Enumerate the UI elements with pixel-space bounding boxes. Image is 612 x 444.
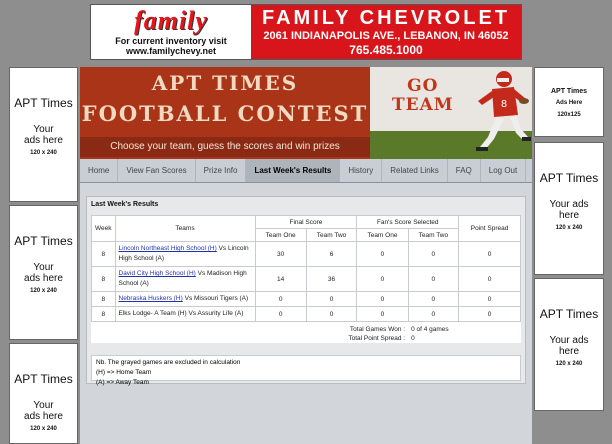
cell-week: 8: [92, 307, 116, 322]
dealer-address: 2061 INDIANAPOLIS AVE., LEBANON, IN 46052: [263, 30, 509, 42]
cell-final-two: 0: [306, 307, 357, 322]
cell-fan-two: 0: [408, 267, 459, 292]
col-fan-team-two: Team Two: [408, 229, 459, 242]
header-title-block: [80, 67, 370, 159]
cell-teams: [115, 292, 255, 307]
table-row: [92, 292, 521, 307]
total-games-label: Total Games Won :: [349, 326, 406, 333]
banner-right: [251, 5, 521, 59]
cell-fan-two: 0: [408, 307, 459, 322]
col-fan-team-one: Team One: [357, 229, 408, 242]
note-line: (H) => Home Team: [96, 369, 152, 376]
ad-title: APT Times: [14, 96, 73, 110]
go-team-text: [392, 77, 454, 115]
ad-right-small[interactable]: [534, 67, 604, 137]
col-final-team-one: Team One: [255, 229, 306, 242]
home-team-link[interactable]: David City High School (H): [118, 270, 196, 277]
ad-body: Your ads here: [549, 335, 589, 357]
cell-final-one: 14: [255, 267, 306, 292]
team-text: TEAM: [392, 95, 454, 115]
nav-prize-info[interactable]: Prize Info: [196, 159, 247, 182]
ad-size: 120 x 240: [30, 288, 57, 294]
ad-size: 120 x 240: [30, 426, 57, 432]
cell-final-two: 36: [306, 267, 357, 292]
col-final-team-two: Team Two: [306, 229, 357, 242]
ad-title: APT Times: [550, 88, 588, 95]
away-team: Vs Lincoln High School (A): [118, 245, 249, 262]
ad-size: 120 x 240: [555, 225, 583, 231]
total-spread-value: 0: [411, 335, 415, 342]
col-point-spread: Point Spread: [459, 216, 521, 242]
home-team-link[interactable]: Nebraska Huskers (H): [118, 295, 183, 302]
col-fan-score: Fan's Score Selected: [357, 216, 459, 229]
ad-body: Your ads here: [549, 199, 589, 221]
note-line: (A) => Away Team: [96, 379, 149, 386]
nav-faq[interactable]: FAQ: [448, 159, 481, 182]
cell-week: 8: [92, 267, 116, 292]
header-title-line2: FOOTBALL CONTEST: [81, 101, 369, 126]
cell-final-two: 0: [306, 292, 357, 307]
away-team: Vs Madison High School (A): [118, 270, 247, 287]
cell-spread: 0: [459, 242, 521, 267]
panel-title: Last Week's Results: [91, 201, 159, 208]
ad-title: APT Times: [14, 234, 73, 248]
table-row: [92, 242, 521, 267]
header-image: [370, 67, 532, 159]
cell-fan-two: 0: [408, 242, 459, 267]
ad-title: APT Times: [539, 307, 599, 321]
cell-spread: 0: [459, 292, 521, 307]
nav-view-fan-scores[interactable]: View Fan Scores: [118, 159, 195, 182]
nav-home[interactable]: Home: [80, 159, 118, 182]
dealer-banner[interactable]: [90, 4, 522, 60]
cell-fan-two: 0: [408, 292, 459, 307]
content-area: [86, 191, 526, 444]
nav-last-weeks-results[interactable]: Last Week's Results: [246, 159, 340, 182]
dealer-name: FAMILY CHEVROLET: [261, 7, 511, 29]
cell-fan-one: 0: [357, 267, 408, 292]
table-row: [92, 307, 521, 322]
family-logo: family: [134, 6, 208, 35]
cell-week: 8: [92, 292, 116, 307]
dealer-phone: 765.485.1000: [349, 43, 423, 57]
ad-title: APT Times: [14, 372, 73, 386]
results-panel: [86, 196, 526, 384]
cell-teams: [115, 242, 255, 267]
cell-final-one: 30: [255, 242, 306, 267]
contest-header: [80, 67, 532, 159]
table-row: [92, 267, 521, 292]
team-text: Elks Lodge- A Team (H) Vs Assurity Life (A): [118, 310, 244, 317]
visit-line: For current inventory visit: [115, 36, 227, 46]
col-week: Week: [92, 216, 116, 242]
ad-body: Your ads here: [24, 400, 63, 422]
cell-fan-one: 0: [357, 292, 408, 307]
ad-body: Your ads here: [24, 262, 63, 284]
football-player-icon: [452, 67, 532, 159]
col-final-score: Final Score: [255, 216, 357, 229]
ad-size: 120 x 240: [30, 150, 57, 156]
cell-week: 8: [92, 242, 116, 267]
ad-right-1[interactable]: [534, 142, 604, 275]
cell-spread: 0: [459, 307, 521, 322]
summary-row-games: [92, 322, 521, 335]
website-link[interactable]: www.familychevy.net: [125, 46, 217, 56]
cell-final-one: 0: [255, 307, 306, 322]
ad-title: APT Times: [539, 171, 599, 185]
nav-log-out[interactable]: Log Out: [481, 159, 526, 182]
ad-size: 120 x 240: [555, 361, 583, 367]
ad-left-1[interactable]: [9, 67, 78, 202]
main-panel: [80, 67, 532, 444]
col-teams: Teams: [115, 216, 255, 242]
cell-fan-one: 0: [357, 242, 408, 267]
cell-fan-one: 0: [357, 307, 408, 322]
ad-body: Ads Here: [555, 100, 583, 106]
svg-text:8: 8: [500, 99, 508, 110]
banner-left: [91, 5, 251, 59]
go-text: GO: [407, 76, 439, 96]
cell-teams: [115, 307, 255, 322]
ad-size: 120x125: [557, 112, 581, 118]
legend-notes: [91, 355, 521, 386]
cell-final-one: 0: [255, 292, 306, 307]
cell-final-two: 6: [306, 242, 357, 267]
header-title-line1: APT TIMES: [151, 71, 299, 95]
home-team-link[interactable]: Lincoln Northeast High School (H): [118, 245, 217, 252]
ad-right-2[interactable]: [534, 278, 604, 411]
header-subtitle: Choose your team, guess the scores and win prizes: [80, 137, 370, 157]
main-nav: [80, 159, 532, 183]
cell-spread: 0: [459, 267, 521, 292]
total-games-value: 0 of 4 games: [411, 326, 449, 333]
note-line: Nb. The grayed games are excluded in calculation: [96, 359, 241, 366]
summary-row-spread: [92, 334, 521, 343]
ad-left-3[interactable]: [9, 343, 78, 444]
total-spread-label: Total Point Spread :: [348, 335, 406, 342]
ad-body: Your ads here: [24, 124, 63, 146]
ad-left-2[interactable]: [9, 205, 78, 340]
nav-history[interactable]: History: [340, 159, 382, 182]
nav-related-links[interactable]: Related Links: [382, 159, 447, 182]
results-table: [91, 215, 521, 343]
cell-teams: [115, 267, 255, 292]
away-team: Vs Missouri Tigers (A): [182, 295, 249, 302]
